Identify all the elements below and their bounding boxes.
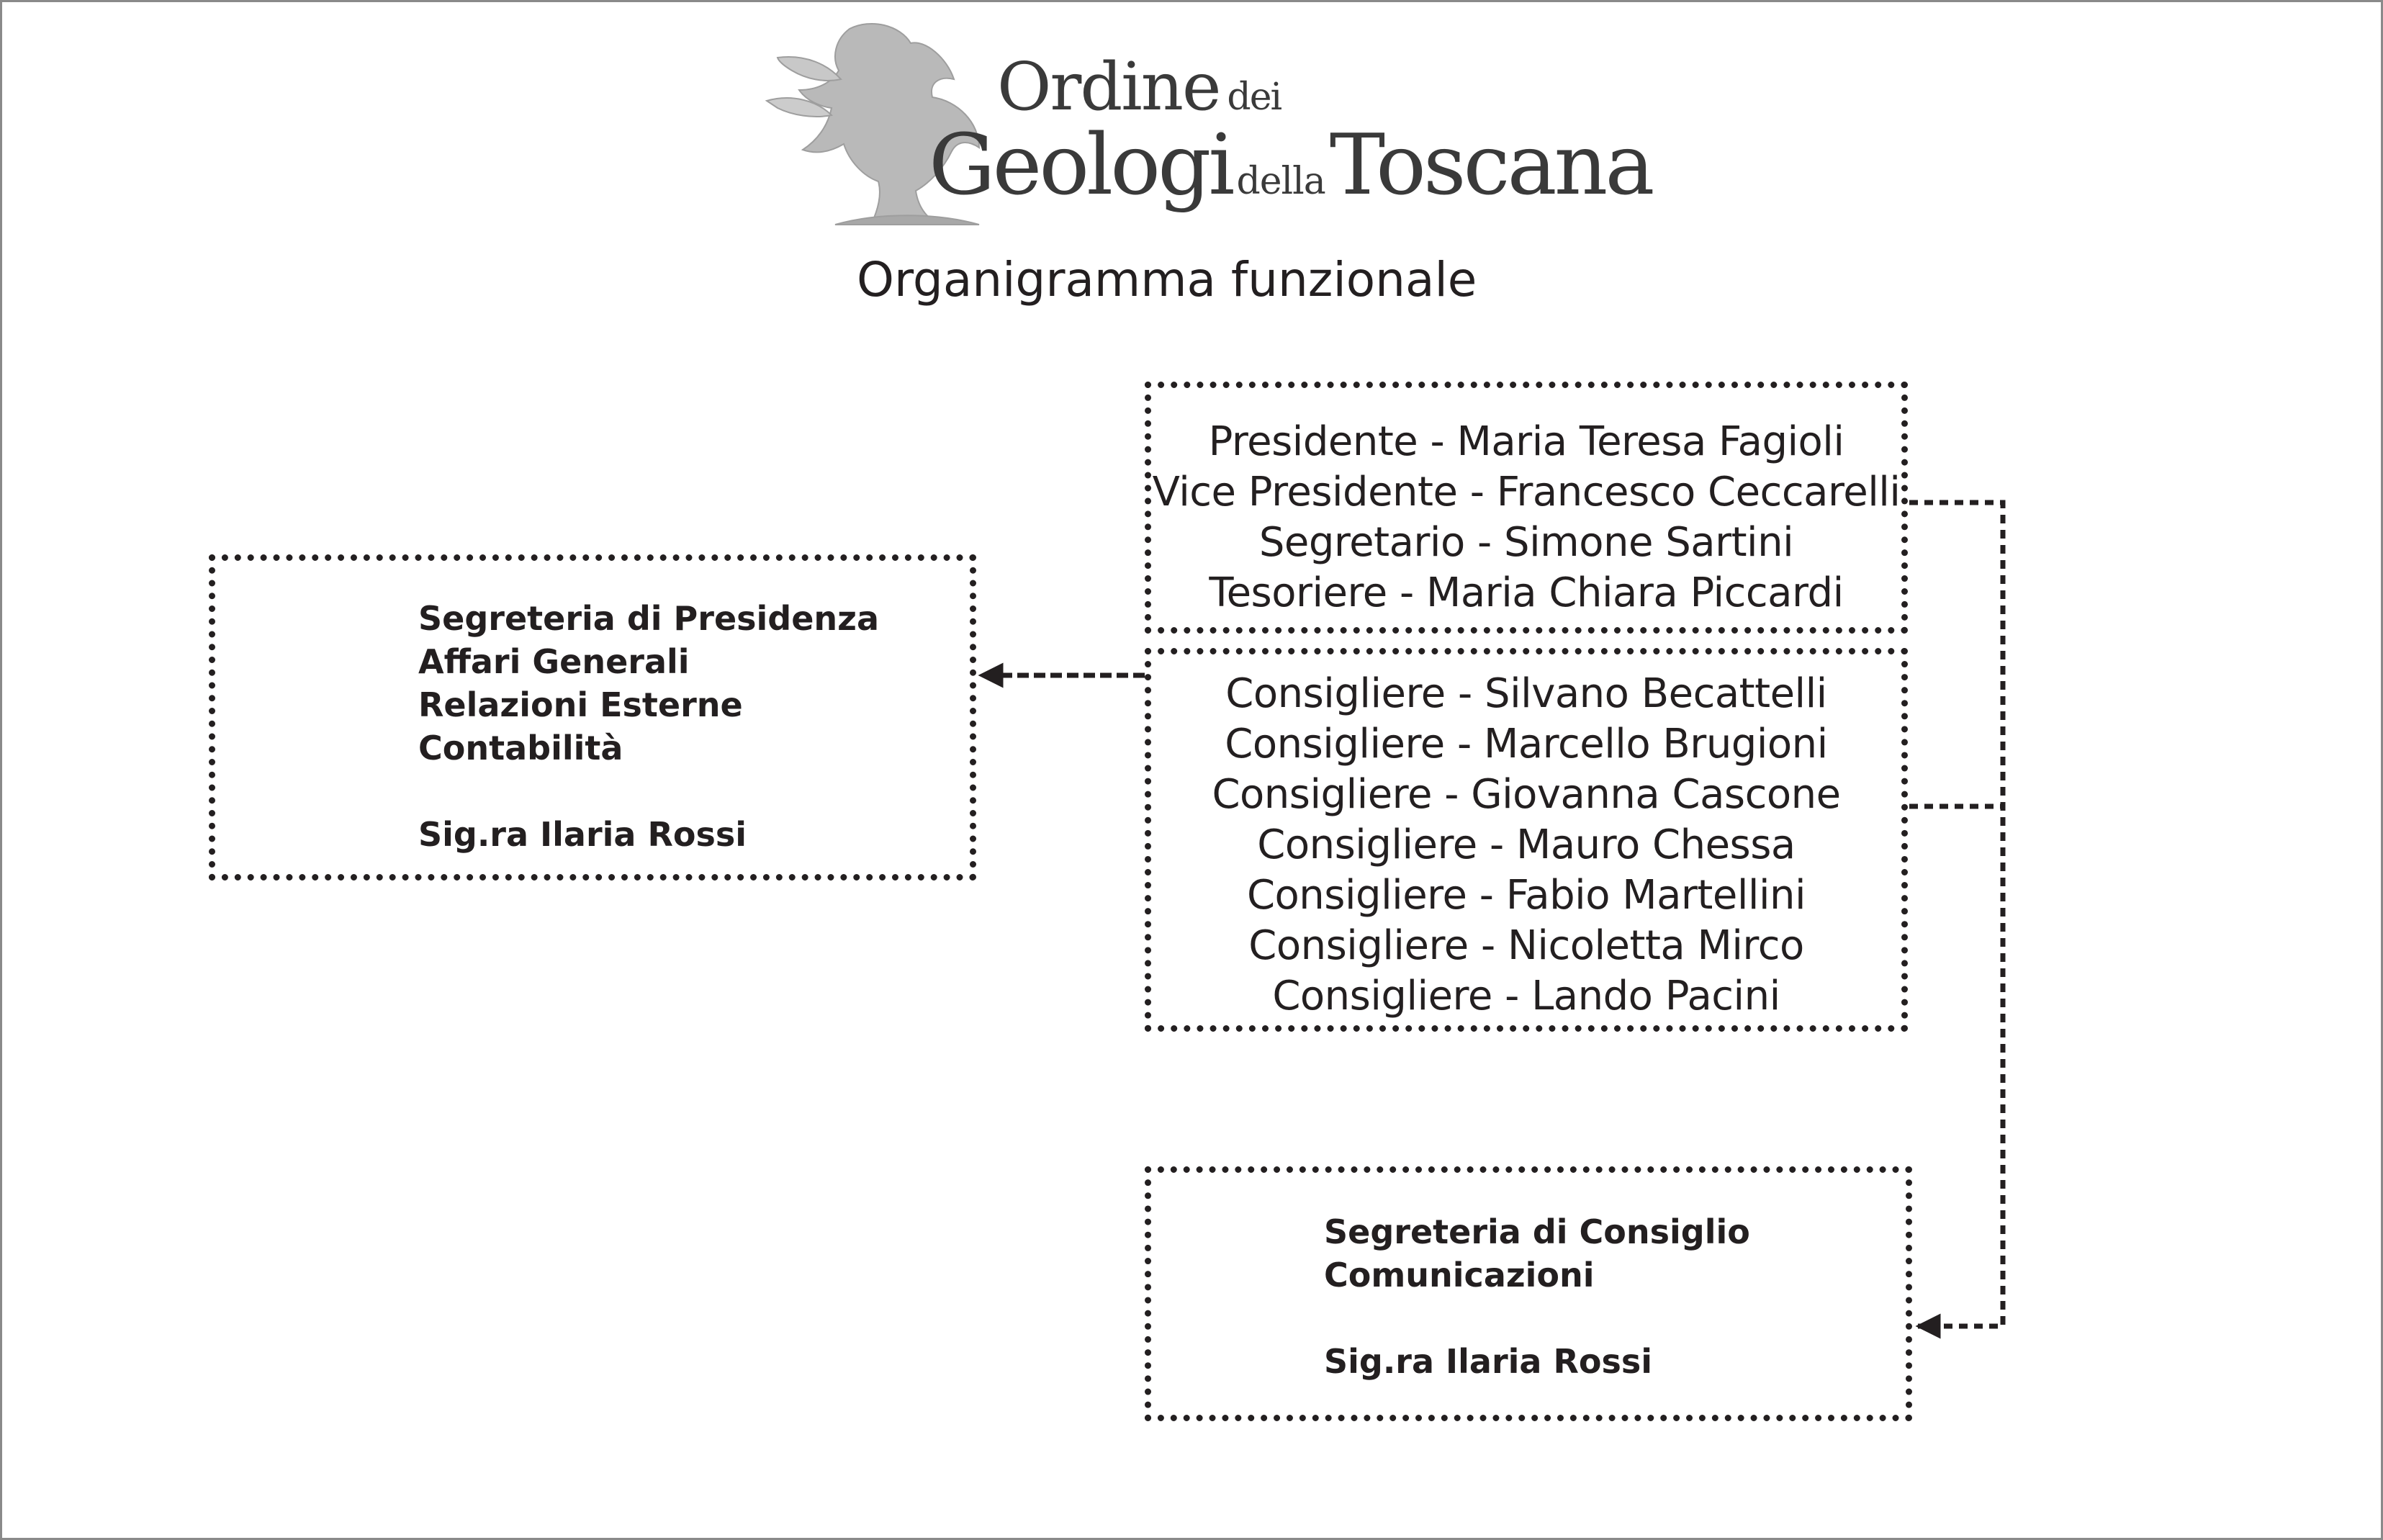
councillors-box <box>1145 648 1908 1032</box>
council-function-item: Comunicazioni <box>1324 1256 1595 1294</box>
officer-treasurer: Tesoriere - Maria Chiara Piccardi <box>1209 569 1844 616</box>
council-office-list <box>1324 1210 1750 1383</box>
logo-wordmark-line-2 <box>929 117 1652 214</box>
presidency-function-item: Contabilità <box>418 729 623 767</box>
presidency-function-item: Segreteria di Presidenza <box>418 599 879 638</box>
presidency-function-item: Relazioni Esterne <box>418 685 743 724</box>
council-function-item: Segreteria di Consiglio <box>1324 1212 1750 1251</box>
councillor-item: Consigliere - Silvano Becattelli <box>1225 670 1827 717</box>
logo-word-ordine: Ordine <box>997 48 1220 125</box>
logo-word-toscana: Toscana <box>1329 117 1652 214</box>
councillor-item: Consigliere - Mauro Chessa <box>1257 821 1796 868</box>
presidency-office-list <box>418 597 879 856</box>
officer-vice-president: Vice Presidente - Francesco Ceccarelli <box>1152 469 1901 515</box>
presidency-office-staff: Sig.ra Ilaria Rossi <box>418 815 747 854</box>
officer-secretary: Segretario - Simone Sartini <box>1258 519 1794 566</box>
councillor-item: Consigliere - Lando Pacini <box>1272 973 1780 1019</box>
presidency-function-item: Affari Generali <box>418 642 690 681</box>
councillor-item: Consigliere - Giovanna Cascone <box>1212 771 1841 818</box>
presidency-office-box <box>209 554 976 881</box>
officer-president: Presidente - Maria Teresa Fagioli <box>1208 418 1844 465</box>
logo-wordmark-line-1 <box>997 48 1281 125</box>
officers-list <box>1151 417 1901 618</box>
logo-word-geologi: Geologi <box>929 117 1233 214</box>
page-title: Organigramma funzionale <box>857 252 1477 307</box>
councillors-list <box>1151 669 1901 1022</box>
councillor-item: Consigliere - Marcello Brugioni <box>1225 721 1828 767</box>
spacer <box>1324 1297 1750 1340</box>
councillor-item: Consigliere - Fabio Martellini <box>1246 872 1806 919</box>
council-office-box <box>1145 1166 1912 1421</box>
logo-word-della: della <box>1236 160 1325 203</box>
council-office-staff: Sig.ra Ilaria Rossi <box>1324 1342 1653 1381</box>
officers-box <box>1145 382 1908 634</box>
councillor-item: Consigliere - Nicoletta Mirco <box>1248 922 1804 969</box>
spacer <box>418 770 879 813</box>
logo-word-dei: dei <box>1227 76 1281 119</box>
